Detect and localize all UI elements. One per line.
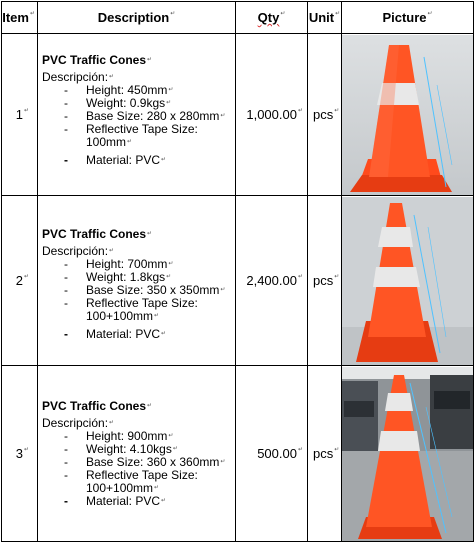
spec-base: - Base Size: 280 x 280mm↵ [42,110,235,123]
spec-weight: - Weight: 4.10kgs↵ [42,443,235,456]
traffic-cone-photo [342,197,473,365]
description-label: Descripción:↵ [42,70,115,84]
description-cell [38,34,236,196]
picture-cell [342,34,474,196]
header-unit: Unit↵ [308,2,342,34]
table-row [2,366,474,542]
spec-list [42,258,235,341]
description-label: Descripción:↵ [42,244,115,258]
picture-cell [342,196,474,366]
spec-height: - Height: 900mm↵ [42,430,235,443]
traffic-cone-photo [342,367,473,541]
unit-cell: pcs↵ [308,366,342,542]
product-title: PVC Traffic Cones↵ [42,399,153,413]
header-row [2,2,474,34]
spec-tape: - Reflective Tape Size: 100+100mm↵ [42,297,235,323]
product-title: PVC Traffic Cones↵ [42,53,153,67]
product-table [1,1,474,542]
item-number: 2↵ [2,196,38,366]
spec-material: - Material: PVC↵ [42,154,235,167]
spec-material: - Material: PVC↵ [42,328,235,341]
spec-weight: - Weight: 0.9kgs↵ [42,97,235,110]
spec-base: - Base Size: 350 x 350mm↵ [42,284,235,297]
qty-cell: 2,400.00↵ [236,196,308,366]
product-title: PVC Traffic Cones↵ [42,227,153,241]
item-number: 1↵ [2,34,38,196]
item-number: 3↵ [2,366,38,542]
spec-weight: - Weight: 1.8kgs↵ [42,271,235,284]
spec-tape: - Reflective Tape Size: 100+100mm↵ [42,469,235,495]
spec-list [42,84,235,167]
header-qty: Qty↵ [236,2,308,34]
picture-cell [342,366,474,542]
unit-cell: pcs↵ [308,196,342,366]
spec-base: - Base Size: 360 x 360mm↵ [42,456,235,469]
qty-cell: 1,000.00↵ [236,34,308,196]
spec-height: - Height: 450mm↵ [42,84,235,97]
header-picture: Picture↵ [342,2,474,34]
header-item: Item↵ [2,2,38,34]
header-description: Description↵ [38,2,236,34]
description-cell [38,196,236,366]
unit-cell: pcs↵ [308,34,342,196]
table-row [2,196,474,366]
description-cell [38,366,236,542]
traffic-cone-photo [342,35,473,195]
description-label: Descripción:↵ [42,416,115,430]
spec-tape: - Reflective Tape Size: 100mm↵ [42,123,235,149]
spec-height: - Height: 700mm↵ [42,258,235,271]
table-row [2,34,474,196]
spec-list [42,430,235,508]
qty-cell: 500.00↵ [236,366,308,542]
spec-material: - Material: PVC↵ [42,495,235,508]
